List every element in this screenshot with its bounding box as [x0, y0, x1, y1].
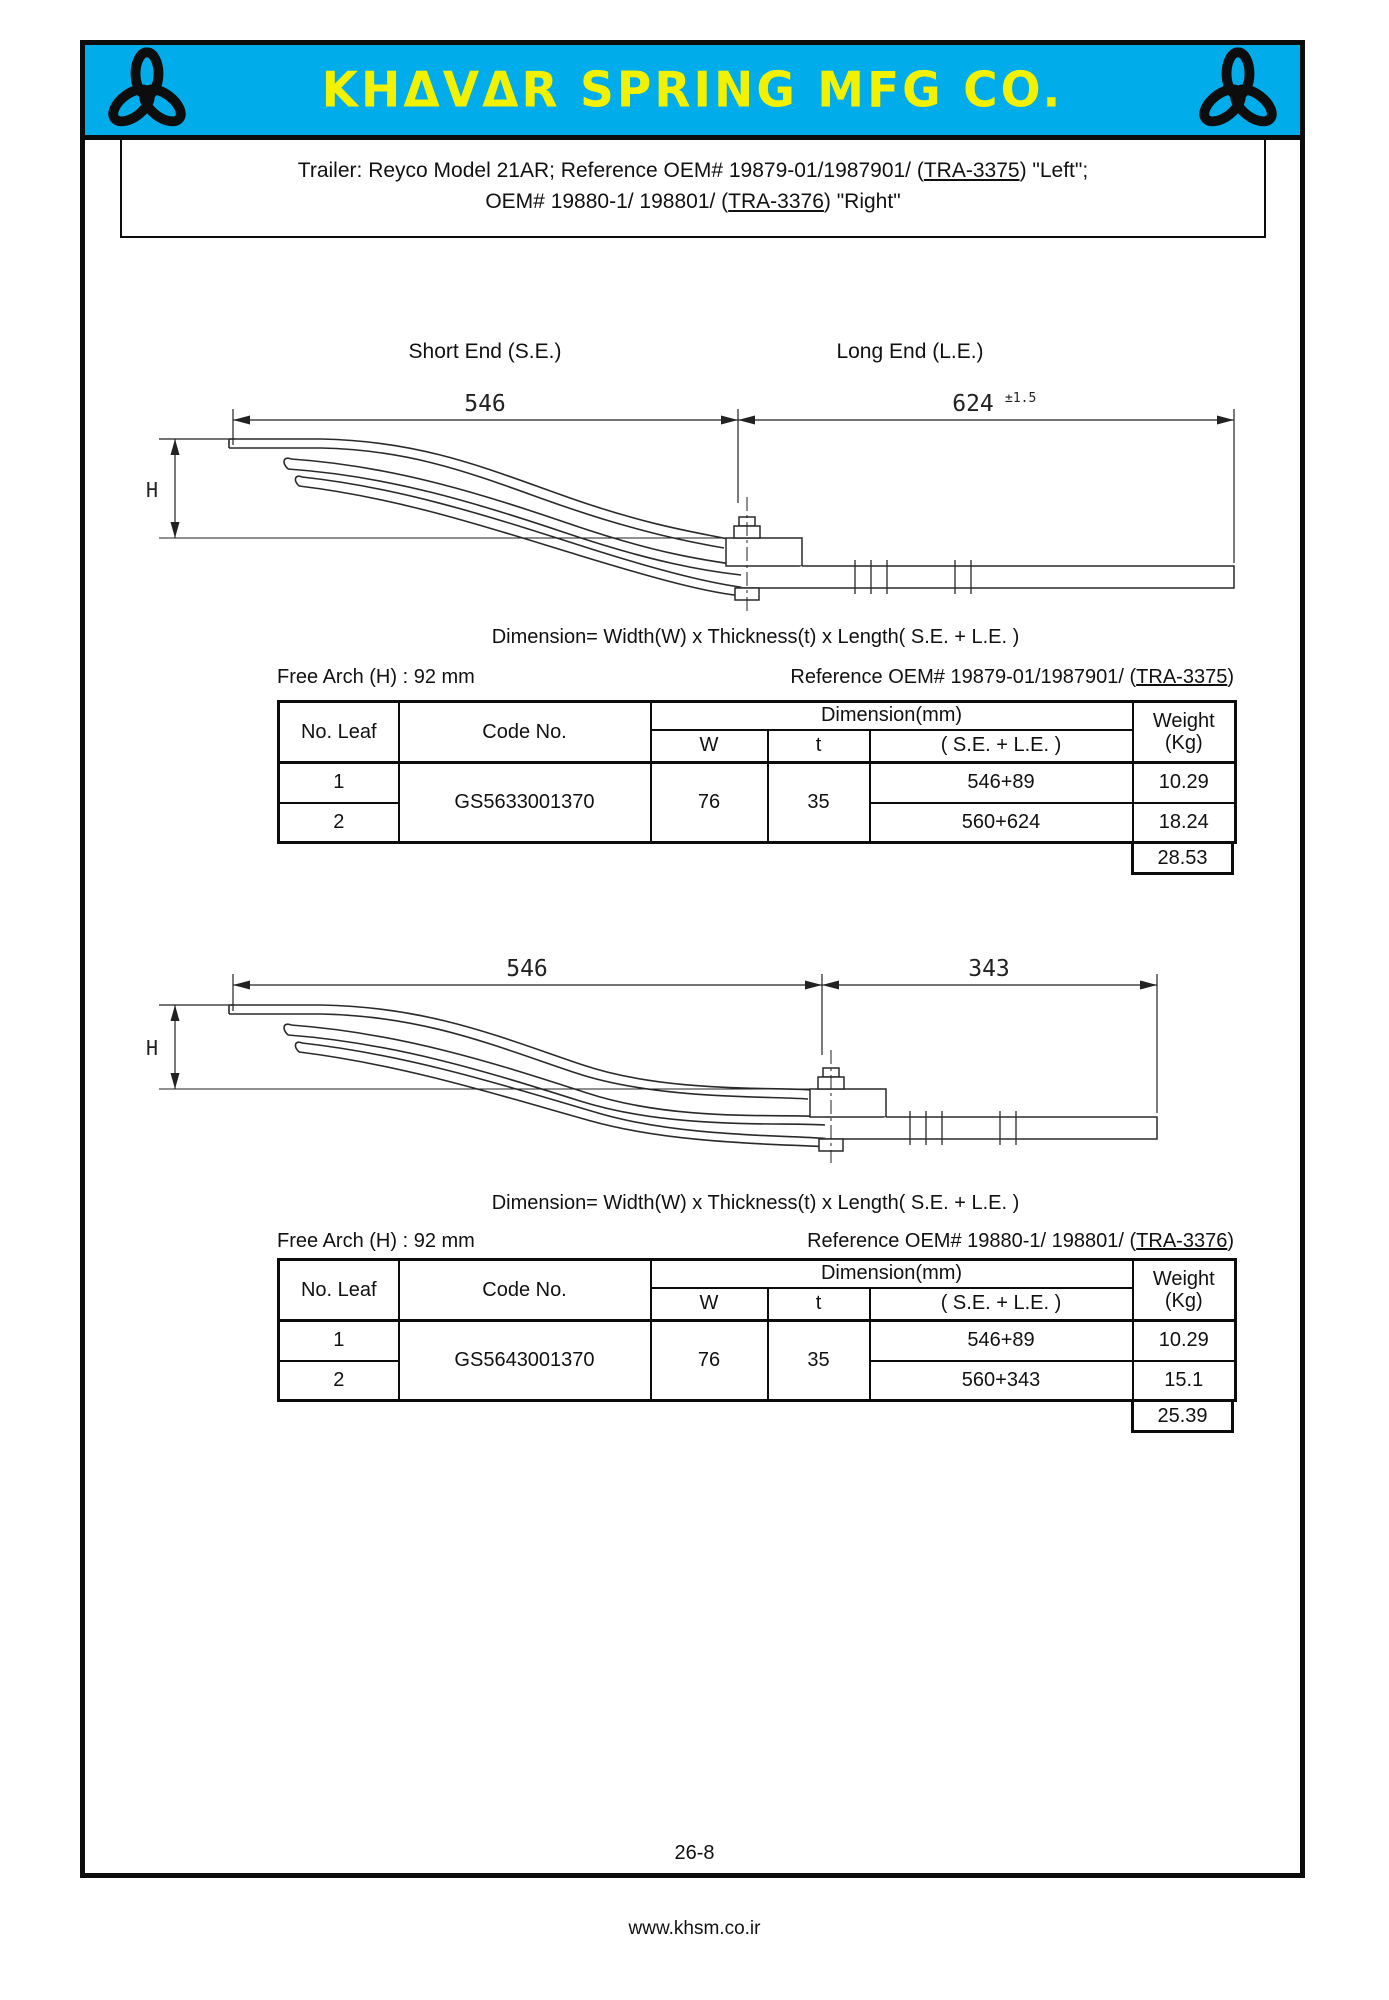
- free-arch-1: Free Arch (H) : 92 mm: [277, 666, 475, 688]
- total-weight-2: 25.39: [1131, 1399, 1234, 1433]
- spec-table-2: [277, 1258, 1237, 1402]
- weight-cell: 10.29: [1133, 763, 1236, 803]
- header-banner: [85, 45, 1300, 140]
- table-row: [279, 1321, 1236, 1361]
- title-line-1: [122, 155, 1264, 186]
- long-end-label: Long End (L.E.): [836, 340, 984, 363]
- col-t: t: [768, 730, 870, 763]
- se-le-cell: 560+343: [870, 1361, 1133, 1401]
- col-dimension: Dimension(mm): [651, 702, 1133, 730]
- title-line1-suffix: ) "Left";: [1019, 159, 1089, 182]
- reference-1-text: Reference OEM# 19879-01/1987901/ (: [790, 666, 1137, 688]
- col-dimension: Dimension(mm): [651, 1260, 1133, 1288]
- code-no-cell: GS5633001370: [399, 763, 651, 843]
- col-no-leaf: No. Leaf: [279, 1260, 399, 1321]
- weight-cell: 15.1: [1133, 1361, 1236, 1401]
- trefoil-knot-icon: [1197, 47, 1279, 133]
- reference-2-text: Reference OEM# 19880-1/ 198801/ (: [807, 1230, 1137, 1252]
- col-se-le: ( S.E. + L.E. ): [870, 1288, 1133, 1321]
- col-weight: [1133, 702, 1236, 763]
- thickness-cell: 35: [768, 1321, 870, 1401]
- title-line-2: [122, 186, 1264, 217]
- dim-624-tolerance: ±1.5: [1005, 391, 1037, 406]
- spec-table-1-wrap: [277, 700, 1234, 875]
- col-weight: [1133, 1260, 1236, 1321]
- tra-3376-ref-link[interactable]: TRA-3376: [1136, 1230, 1228, 1252]
- leaf-spring-drawing-2: [95, 955, 1305, 1190]
- page-number: 26-8: [674, 1842, 715, 1864]
- dim-546-label: 546: [464, 391, 506, 417]
- col-w: W: [651, 730, 768, 763]
- thickness-cell: 35: [768, 763, 870, 843]
- spec-table-2-wrap: [277, 1258, 1234, 1433]
- free-arch-h-label: H: [145, 478, 159, 502]
- width-cell: 76: [651, 763, 768, 843]
- col-weight-line1: Weight: [1152, 1268, 1215, 1290]
- reference-1-suffix: ): [1227, 666, 1234, 688]
- col-code-no: Code No.: [399, 1260, 651, 1321]
- leaf-no-cell: 1: [279, 763, 399, 803]
- tra-3376-link[interactable]: TRA-3376: [728, 190, 824, 213]
- se-le-cell: 546+89: [870, 1321, 1133, 1361]
- free-arch-2: Free Arch (H) : 92 mm: [277, 1230, 475, 1252]
- weight-cell: 18.24: [1133, 803, 1236, 843]
- right-logo-icon: [1192, 47, 1284, 133]
- free-arch-h-label: H: [145, 1036, 159, 1060]
- spec-table-1: [277, 700, 1237, 844]
- width-cell: 76: [651, 1321, 768, 1401]
- leaf-spring-drawing-1: [95, 385, 1305, 615]
- col-weight-line1: Weight: [1152, 710, 1215, 732]
- tra-3375-ref-link[interactable]: TRA-3375: [1136, 666, 1228, 688]
- se-le-cell: 546+89: [870, 763, 1133, 803]
- dim-343-label: 343: [968, 956, 1010, 982]
- leaf-no-cell: 2: [279, 1361, 399, 1401]
- total-weight-1: 28.53: [1131, 841, 1234, 875]
- dimension-note-2: Dimension= Width(W) x Thickness(t) x Length( S.E. + L.E. ): [491, 1192, 1020, 1214]
- website-url[interactable]: www.khsm.co.ir: [628, 1918, 761, 1939]
- reference-2-suffix: ): [1227, 1230, 1234, 1252]
- dim-624-label: 624: [952, 391, 994, 417]
- title-box: [120, 138, 1266, 238]
- col-w: W: [651, 1288, 768, 1321]
- title-line1-text: Trailer: Reyco Model 21AR; Reference OEM# 19879-01/1987901/ (: [297, 159, 924, 182]
- tra-3375-link[interactable]: TRA-3375: [923, 159, 1020, 182]
- reference-oem-1: [790, 666, 1234, 689]
- col-se-le: ( S.E. + L.E. ): [870, 730, 1133, 763]
- trefoil-knot-icon: [106, 47, 188, 133]
- col-t: t: [768, 1288, 870, 1321]
- se-le-cell: 560+624: [870, 803, 1133, 843]
- title-line2-text: OEM# 19880-1/ 198801/ (: [485, 190, 729, 213]
- leaf-no-cell: 1: [279, 1321, 399, 1361]
- table-row: [279, 763, 1236, 803]
- reference-oem-2: [807, 1230, 1234, 1253]
- col-code-no: Code No.: [399, 702, 651, 763]
- col-weight-line2: (Kg): [1164, 1290, 1203, 1312]
- left-logo-icon: [101, 47, 193, 133]
- dim-546-label: 546: [506, 956, 548, 982]
- code-no-cell: GS5643001370: [399, 1321, 651, 1401]
- weight-cell: 10.29: [1133, 1321, 1236, 1361]
- col-no-leaf: No. Leaf: [279, 702, 399, 763]
- title-line2-suffix: ) "Right": [823, 190, 901, 213]
- leaf-no-cell: 2: [279, 803, 399, 843]
- dimension-note-1: Dimension= Width(W) x Thickness(t) x Length( S.E. + L.E. ): [491, 626, 1020, 648]
- company-title: KHΔVΔR SPRING MFG CO.: [321, 61, 1064, 119]
- col-weight-line2: (Kg): [1164, 732, 1203, 754]
- short-end-label: Short End (S.E.): [408, 340, 562, 363]
